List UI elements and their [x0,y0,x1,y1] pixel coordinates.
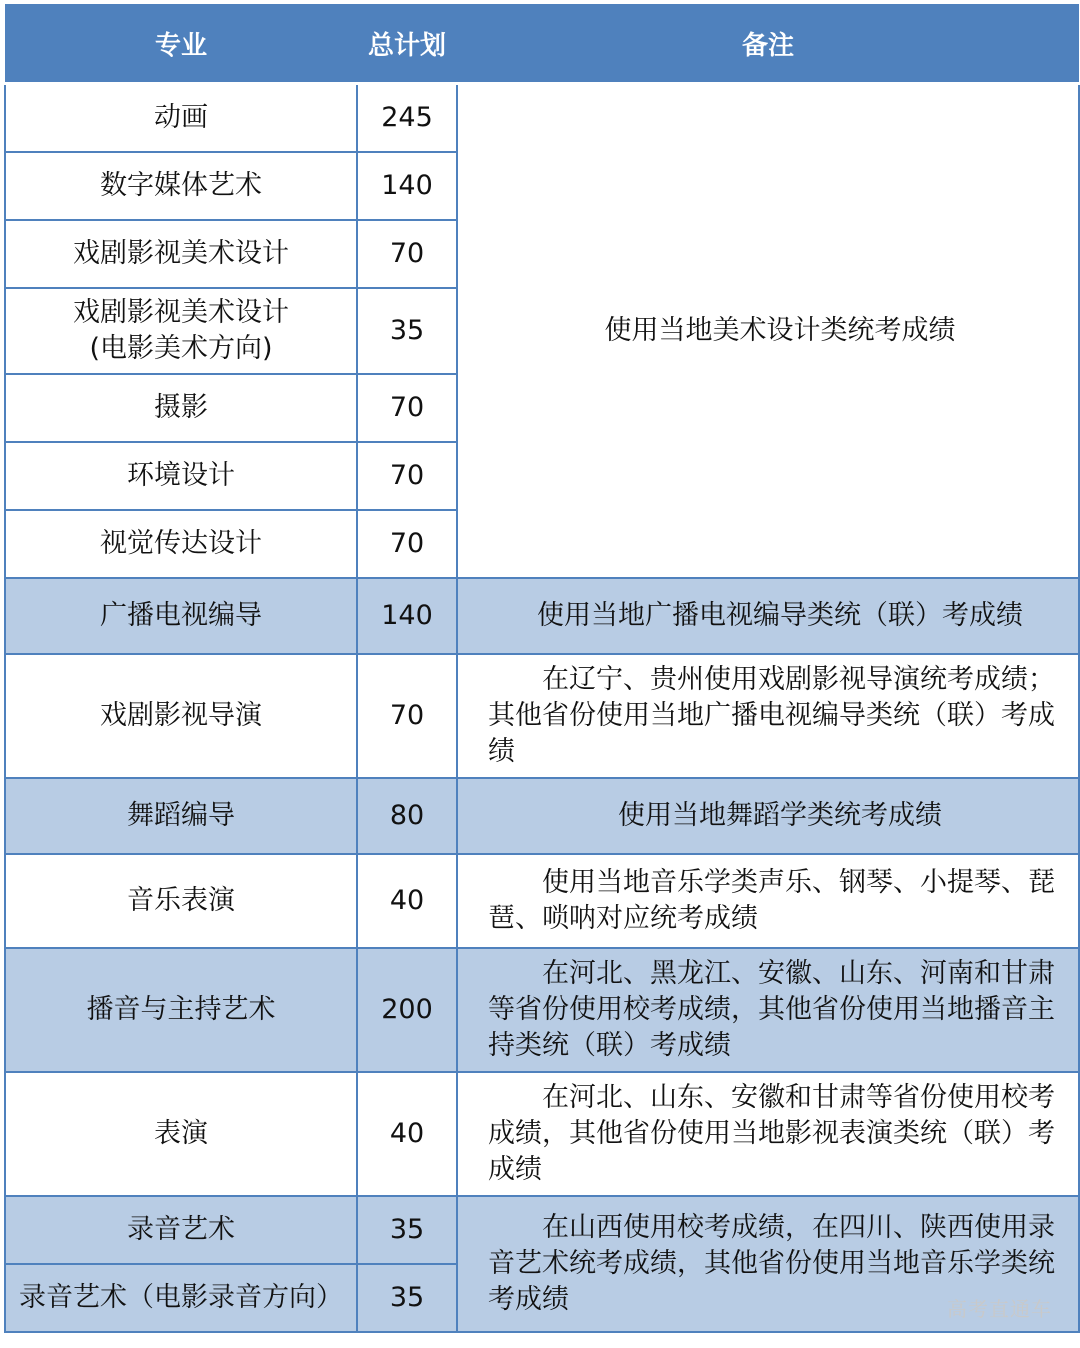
header-note: 备注 [457,4,1079,84]
plan-cell: 80 [357,778,457,854]
plan-cell: 35 [357,1264,457,1332]
note-text: 在山西使用校考成绩，在四川、陕西使用录音艺术统考成绩，其他省份使用当地音乐学类统考成绩 [488,1212,1055,1315]
major-cell: 环境设计 [5,442,357,510]
major-cell: 数字媒体艺术 [5,152,357,220]
note-cell: 使用当地广播电视编导类统（联）考成绩 [457,578,1079,654]
plan-cell: 200 [357,948,457,1072]
table-row [5,948,1079,1072]
major-cell: 摄影 [5,374,357,442]
plan-cell: 70 [357,510,457,578]
note-cell [457,1072,1079,1196]
plan-cell: 40 [357,854,457,948]
header-major: 专业 [5,4,357,84]
plan-cell: 40 [357,1072,457,1196]
table-row [5,778,1079,854]
major-cell: 音乐表演 [5,854,357,948]
note-cell [457,948,1079,1072]
table-row [5,1196,1079,1264]
major-cell: 视觉传达设计 [5,510,357,578]
table-row [5,854,1079,948]
major-cell: 播音与主持艺术 [5,948,357,1072]
major-cell: 表演 [5,1072,357,1196]
note-text: 在河北、山东、安徽和甘肃等省份使用校考成绩，其他省份使用当地影视表演类统（联）考成绩 [488,1082,1055,1185]
table-header-row [5,4,1079,84]
plan-cell: 35 [357,1196,457,1264]
major-cell: 舞蹈编导 [5,778,357,854]
major-line-2: (电影美术方向) [89,333,273,364]
table-row [5,654,1079,778]
plan-cell: 140 [357,578,457,654]
table-row [5,84,1079,153]
note-cell [457,654,1079,778]
major-cell: 录音艺术（电影录音方向） [5,1264,357,1332]
note-text: 在辽宁、贵州使用戏剧影视导演统考成绩；其他省份使用当地广播电视编导类统（联）考成绩 [488,664,1055,767]
table-row [5,578,1079,654]
note-text: 使用当地音乐学类声乐、钢琴、小提琴、琵琶、唢呐对应统考成绩 [488,867,1055,934]
admission-plan-table [4,4,1080,1333]
table-row [5,1072,1079,1196]
major-cell: 戏剧影视导演 [5,654,357,778]
major-cell: 录音艺术 [5,1196,357,1264]
note-cell [457,854,1079,948]
note-cell: 使用当地美术设计类统考成绩 [457,84,1079,579]
major-cell: 戏剧影视美术设计 [5,220,357,288]
major-cell: 广播电视编导 [5,578,357,654]
note-text: 在河北、黑龙江、安徽、山东、河南和甘肃等省份使用校考成绩，其他省份使用当地播音主持类统（联）考成绩 [488,958,1055,1061]
major-cell: 动画 [5,84,357,153]
plan-cell: 35 [357,288,457,374]
plan-cell: 70 [357,220,457,288]
plan-cell: 245 [357,84,457,153]
plan-cell: 70 [357,442,457,510]
watermark: 高考直通车 [947,1297,1052,1321]
header-plan: 总计划 [357,4,457,84]
note-cell: 使用当地舞蹈学类统考成绩 [457,778,1079,854]
major-line-1: 戏剧影视美术设计 [73,297,289,328]
plan-cell: 140 [357,152,457,220]
plan-cell: 70 [357,654,457,778]
plan-cell: 70 [357,374,457,442]
major-cell [5,288,357,374]
